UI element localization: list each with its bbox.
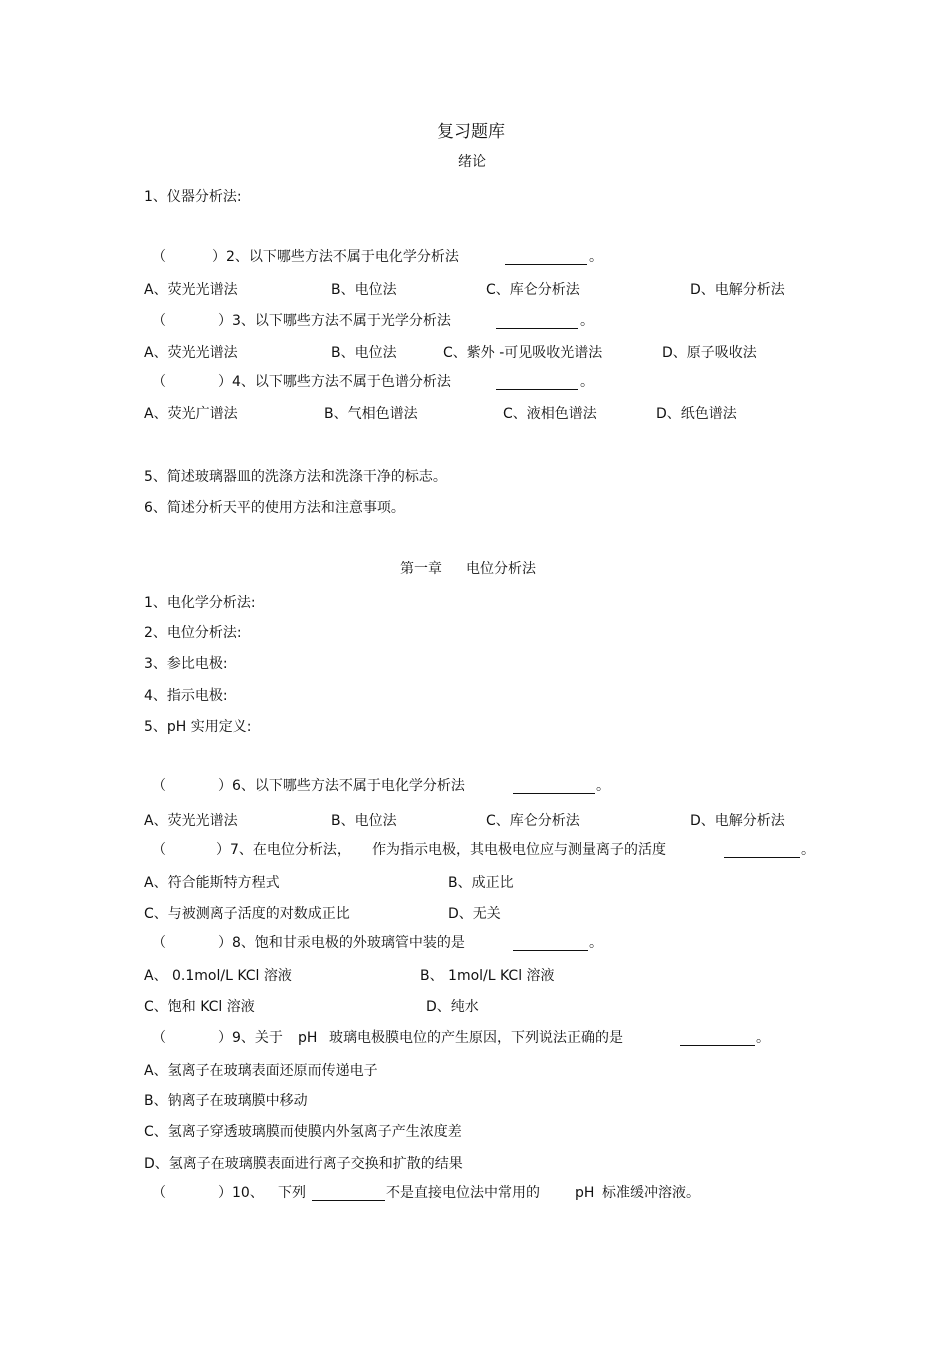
answer-paren-open: （ <box>152 1185 166 1201</box>
definition-item: 3、参比电极: <box>144 656 228 672</box>
definition-item: 5、pH 实用定义: <box>144 719 252 735</box>
option-c: C、库仑分析法 <box>486 282 580 298</box>
question-10-text-end: 标准缓冲溶液。 <box>602 1185 700 1201</box>
answer-blank <box>505 264 587 265</box>
option-c: C、库仑分析法 <box>486 813 580 829</box>
question-6-text: ）6、以下哪些方法不属于电化学分析法 <box>218 778 465 794</box>
option-d: D、电解分析法 <box>690 813 785 829</box>
definition-item: 2、电位分析法: <box>144 625 242 641</box>
question-7-text-cont: 作为指示电极，其电极电位应与测量离子的活度 <box>372 842 666 858</box>
answer-paren-open: （ <box>152 935 166 951</box>
question-end: 。 <box>801 842 815 858</box>
answer-blank <box>513 793 595 794</box>
option-d: D、纸色谱法 <box>656 406 737 422</box>
answer-paren-open: （ <box>152 1030 166 1046</box>
answer-paren-open: （ <box>152 249 166 265</box>
question-2-text: ）2、以下哪些方法不属于电化学分析法 <box>212 249 459 265</box>
option-a: A、荧光光谱法 <box>144 345 238 361</box>
question-10-number: ）10、 <box>218 1185 264 1201</box>
option-a: A、荧光光谱法 <box>144 813 238 829</box>
definition-item: 1、电化学分析法: <box>144 595 256 611</box>
option-b: B、电位法 <box>331 345 397 361</box>
chapter-title: 电位分析法 <box>466 561 536 577</box>
question-end: 。 <box>589 935 603 951</box>
option-b: B、钠离子在玻璃膜中移动 <box>144 1093 308 1109</box>
answer-paren-open: （ <box>152 842 166 858</box>
answer-blank <box>680 1045 755 1046</box>
option-d: D、无关 <box>448 906 501 922</box>
question-end: 。 <box>756 1030 770 1046</box>
option-d: D、纯水 <box>426 999 479 1015</box>
answer-paren-open: （ <box>152 374 166 390</box>
answer-blank <box>312 1200 385 1201</box>
definition-item: 4、指示电极: <box>144 688 228 704</box>
answer-blank <box>724 857 800 858</box>
option-c: C、饱和 KCl 溶液 <box>144 999 255 1015</box>
section-heading-intro: 绪论 <box>458 154 486 170</box>
option-d: D、原子吸收法 <box>662 345 757 361</box>
question-end: 。 <box>589 249 603 265</box>
option-a: A、荧光光谱法 <box>144 282 238 298</box>
question-10-text-cont: 不是直接电位法中常用的 <box>386 1185 540 1201</box>
question-5: 5、简述玻璃器皿的洗涤方法和洗涤干净的标志。 <box>144 469 447 485</box>
option-d: D、电解分析法 <box>690 282 785 298</box>
question-8-text: ）8、饱和甘汞电极的外玻璃管中装的是 <box>218 935 465 951</box>
answer-paren-open: （ <box>152 313 166 329</box>
option-a: A、荧光广谱法 <box>144 406 238 422</box>
option-c: C、液相色谱法 <box>503 406 597 422</box>
answer-paren-open: （ <box>152 778 166 794</box>
option-a: A、符合能斯特方程式 <box>144 875 280 891</box>
option-a: A、氢离子在玻璃表面还原而传递电子 <box>144 1063 378 1079</box>
option-b: B、电位法 <box>331 813 397 829</box>
question-4-text: ）4、以下哪些方法不属于色谱分析法 <box>218 374 451 390</box>
question-7-text: ）7、在电位分析法， <box>216 842 351 858</box>
option-b: B、成正比 <box>448 875 514 891</box>
question-end: 。 <box>580 313 594 329</box>
question-9-text-cont: 玻璃电极膜电位的产生原因，下列说法正确的是 <box>329 1030 623 1046</box>
option-b: B、气相色谱法 <box>324 406 418 422</box>
answer-blank <box>496 328 578 329</box>
option-d: D、氢离子在玻璃膜表面进行离子交换和扩散的结果 <box>144 1156 463 1172</box>
option-c: C、氢离子穿透玻璃膜而使膜内外氢离子产生浓度差 <box>144 1124 462 1140</box>
option-c: C、与被测离子活度的对数成正比 <box>144 906 350 922</box>
chapter-number: 第一章 <box>400 561 442 577</box>
option-b: B、 1mol/L KCl 溶液 <box>420 968 555 984</box>
option-a: A、 0.1mol/L KCl 溶液 <box>144 968 292 984</box>
question-10-text: 下列 <box>278 1185 306 1201</box>
page-title: 复习题库 <box>437 122 505 142</box>
question-10-ph: pH <box>575 1185 595 1201</box>
question-end: 。 <box>580 374 594 390</box>
option-c: C、紫外 -可见吸收光谱法 <box>443 345 603 361</box>
question-1: 1、仪器分析法: <box>144 189 242 205</box>
question-9-text: ）9、关于 <box>218 1030 283 1046</box>
question-6: 6、简述分析天平的使用方法和注意事项。 <box>144 500 405 516</box>
question-9-ph: pH <box>298 1030 318 1046</box>
answer-blank <box>513 950 588 951</box>
answer-blank <box>496 389 578 390</box>
question-end: 。 <box>596 778 610 794</box>
option-b: B、电位法 <box>331 282 397 298</box>
question-3-text: ）3、以下哪些方法不属于光学分析法 <box>218 313 451 329</box>
